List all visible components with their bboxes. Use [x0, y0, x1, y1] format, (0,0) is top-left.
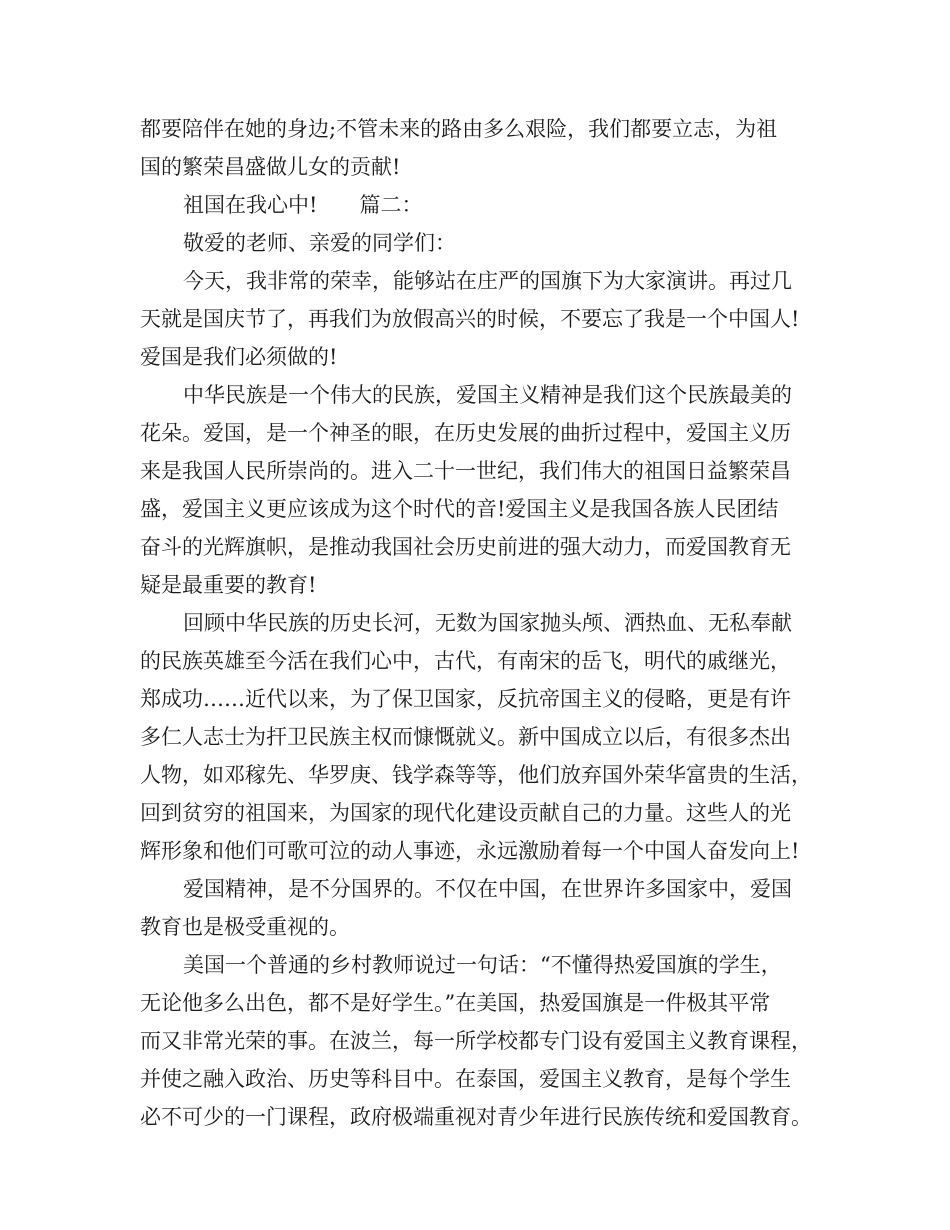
text-line: 爱国是我们必须做的! — [140, 345, 338, 369]
paragraph-start: 中华民族是一个伟大的民族，爱国主义精神是我们这个民族最美的 — [183, 383, 792, 407]
text-line: 教育也是极受重视的。 — [140, 915, 350, 939]
text-line: 必不可少的一门课程，政府极端重视对青少年进行民族传统和爱国教育。 — [140, 1105, 812, 1129]
text-line: 多仁人志士为扞卫民族主权而慷慨就义。新中国成立以后，有很多杰出 — [140, 725, 791, 749]
paragraph-start: 爱国精神，是不分国界的。不仅在中国，在世界许多国家中，爱国 — [183, 877, 792, 901]
text-line: 辉形象和他们可歌可泣的动人事迹，永远激励着每一个中国人奋发向上! — [140, 839, 800, 863]
text-line: 而又非常光荣的事。在波兰，每一所学校都专门设有爱国主义教育课程， — [140, 1029, 812, 1053]
text-line: 郑成功……近代以来，为了保卫国家，反抗帝国主义的侵略，更是有许 — [140, 687, 791, 711]
text-line: 的民族英雄至今活在我们心中，古代，有南宋的岳飞，明代的戚继光， — [140, 649, 791, 673]
text-line: 都要陪伴在她的身边;不管未来的路由多么艰险，我们都要立志，为祖 — [140, 117, 778, 141]
section-heading: 祖国在我心中! 篇二： — [183, 193, 423, 217]
text-line: 无论他多么出色，都不是好学生。”在美国，热爱国旗是一件极其平常 — [140, 991, 771, 1015]
text-line: 盛，爱国主义更应该成为这个时代的音!爱国主义是我国各族人民团结 — [140, 497, 779, 521]
paragraph-start: 回顾中华民族的历史长河，无数为国家抛头颅、洒热血、无私奉献 — [183, 611, 792, 635]
text-line: 奋斗的光辉旗帜，是推动我国社会历史前进的强大动力，而爱国教育无 — [140, 535, 791, 559]
text-line: 天就是国庆节了，再我们为放假高兴的时候，不要忘了我是一个中国人! — [140, 307, 800, 331]
text-line: 回到贫穷的祖国来，为国家的现代化建设贡献自己的力量。这些人的光 — [140, 801, 791, 825]
paragraph-start: 美国一个普通的乡村教师说过一句话：“不懂得热爱国旗的学生， — [183, 953, 782, 977]
text-line: 疑是最重要的教育! — [140, 573, 317, 597]
text-line: 国的繁荣昌盛做儿女的贡献! — [140, 155, 401, 179]
text-line: 花朵。爱国，是一个神圣的眼，在历史发展的曲折过程中，爱国主义历 — [140, 421, 791, 445]
paragraph-start: 今天，我非常的荣幸，能够站在庄严的国旗下为大家演讲。再过几 — [183, 269, 792, 293]
text-line: 人物，如邓稼先、华罗庚、钱学森等等，他们放弃国外荣华富贵的生活， — [140, 763, 812, 787]
body-text — [140, 110, 840, 1136]
text-line: 来是我国人民所崇尚的。进入二十一世纪，我们伟大的祖国日益繁荣昌 — [140, 459, 791, 483]
text-line: 并使之融入政治、历史等科目中。在泰国，爱国主义教育，是每个学生 — [140, 1067, 791, 1091]
salutation: 敬爱的老师、亲爱的同学们： — [183, 231, 456, 255]
